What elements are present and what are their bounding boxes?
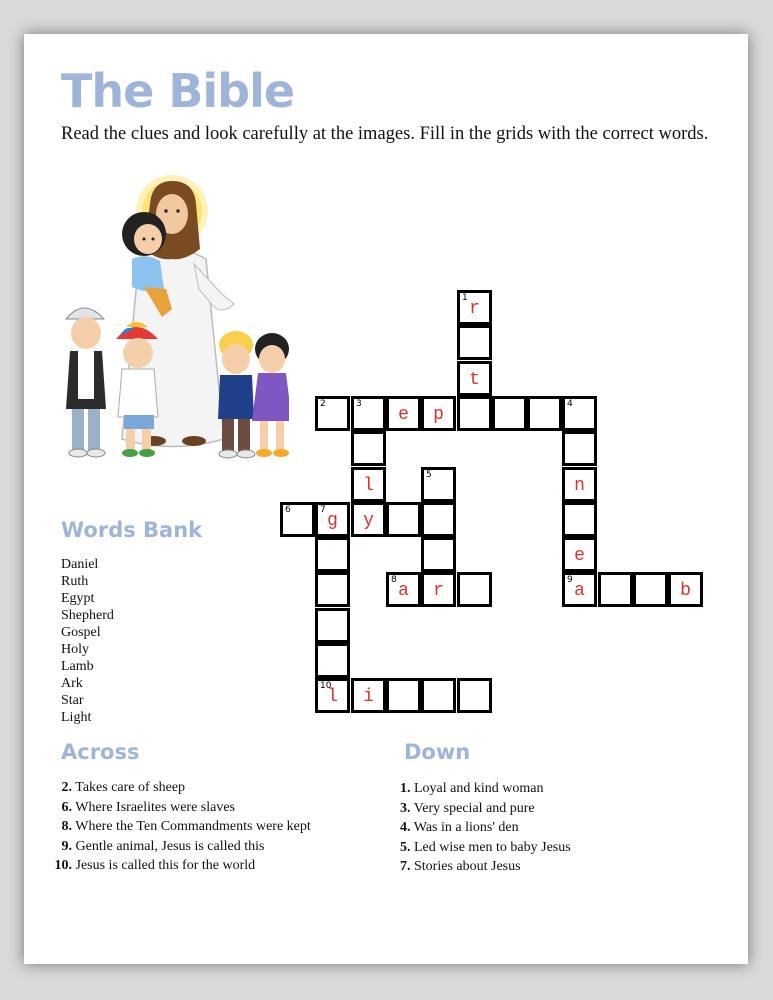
clue-text: Stories about Jesus <box>414 859 521 874</box>
crossword-cell[interactable] <box>457 325 492 360</box>
cell-letter: l <box>327 687 338 707</box>
cell-letter: a <box>398 581 409 601</box>
worksheet-page <box>24 34 748 964</box>
crossword-cell[interactable] <box>386 572 421 607</box>
cell-letter: r <box>433 581 444 601</box>
crossword-cell[interactable] <box>280 502 315 537</box>
crossword-cell[interactable] <box>562 572 597 607</box>
down-title: Down <box>404 740 471 764</box>
clue-number: 4. <box>400 820 411 835</box>
clue-number: 9. <box>61 838 72 854</box>
word-bank-item: Gospel <box>61 625 101 640</box>
crossword-cell[interactable] <box>421 572 456 607</box>
instructions: Read the clues and look carefully at the images. Fill in the grids with the correct words. <box>61 124 709 144</box>
cell-number: 1 <box>462 293 468 303</box>
word-bank-item: Star <box>61 693 84 708</box>
clue-text: Loyal and kind woman <box>414 781 544 796</box>
crossword-cell[interactable] <box>315 643 350 678</box>
cell-letter: t <box>469 370 480 390</box>
cell-number: 8 <box>391 575 397 585</box>
clue-text: Was in a lions' den <box>413 820 519 835</box>
across-clue <box>52 837 311 857</box>
down-clue <box>400 838 571 858</box>
clue-text: Led wise men to baby Jesus <box>414 839 571 855</box>
crossword-cell[interactable] <box>421 502 456 537</box>
cell-number: 4 <box>567 399 573 409</box>
down-clue <box>400 779 571 799</box>
crossword-cell[interactable] <box>351 502 386 537</box>
cell-letter: r <box>469 299 480 319</box>
clue-number: 6. <box>61 799 72 815</box>
clue-text: Gentle animal, Jesus is called this <box>75 838 265 854</box>
cell-number: 5 <box>426 470 432 480</box>
crossword-cell[interactable] <box>598 572 633 607</box>
crossword-cell[interactable] <box>386 502 421 537</box>
crossword-cell[interactable] <box>315 502 350 537</box>
crossword-cell[interactable] <box>351 396 386 431</box>
across-title: Across <box>61 740 140 764</box>
clue-number: 10. <box>54 858 72 873</box>
clue-number: 1. <box>400 781 411 796</box>
crossword-cell[interactable] <box>457 396 492 431</box>
word-bank-item: Ruth <box>61 574 89 589</box>
crossword-cell[interactable] <box>562 431 597 466</box>
crossword-cell[interactable] <box>633 572 668 607</box>
crossword-cell[interactable] <box>386 396 421 431</box>
cell-letter: n <box>574 476 585 496</box>
jesus-with-children-illustration <box>54 169 289 459</box>
words-bank-list <box>61 556 114 726</box>
crossword-cell[interactable] <box>668 572 703 607</box>
cell-number: 10 <box>320 681 332 691</box>
cell-number: 7 <box>320 505 326 515</box>
cell-number: 6 <box>285 505 291 515</box>
word-bank-item: Lamb <box>61 659 94 674</box>
crossword-cell[interactable] <box>492 396 527 431</box>
cell-letter: b <box>680 581 691 601</box>
crossword-cell[interactable] <box>457 290 492 325</box>
crossword-cell[interactable] <box>457 361 492 396</box>
across-clue-list <box>52 778 311 876</box>
word-bank-item: Egypt <box>61 591 95 606</box>
crossword-cell[interactable] <box>315 537 350 572</box>
cell-number: 9 <box>567 575 573 585</box>
crossword-cell[interactable] <box>421 678 456 713</box>
clue-text: Very special and pure <box>413 800 535 816</box>
cell-number: 3 <box>356 399 362 409</box>
crossword-cell[interactable] <box>421 396 456 431</box>
down-clue <box>400 799 571 819</box>
crossword-cell[interactable] <box>421 467 456 502</box>
crossword-cell[interactable] <box>562 467 597 502</box>
across-clue <box>52 798 311 818</box>
crossword-cell[interactable] <box>562 537 597 572</box>
cell-letter: p <box>433 405 444 425</box>
cell-letter: e <box>574 546 585 566</box>
crossword-cell[interactable] <box>351 431 386 466</box>
crossword-cell[interactable] <box>386 678 421 713</box>
clue-number: 7. <box>400 859 411 874</box>
across-clue <box>52 778 311 798</box>
crossword-cell[interactable] <box>315 396 350 431</box>
cell-number: 2 <box>320 399 326 409</box>
clue-text: Takes care of sheep <box>75 780 186 795</box>
cell-letter: a <box>574 581 585 601</box>
across-clue <box>52 856 311 876</box>
cell-letter: e <box>398 405 409 425</box>
across-clue <box>52 817 311 837</box>
crossword-cell[interactable] <box>421 537 456 572</box>
clue-text: Where Israelites were slaves <box>75 799 235 815</box>
crossword-cell[interactable] <box>315 608 350 643</box>
crossword-cell[interactable] <box>351 467 386 502</box>
clue-number: 5. <box>400 839 411 855</box>
crossword-cell[interactable] <box>527 396 562 431</box>
cell-letter: y <box>363 511 374 531</box>
crossword-cell[interactable] <box>315 678 350 713</box>
clue-number: 8. <box>61 819 72 834</box>
words-bank-title: Words Bank <box>61 518 203 542</box>
word-bank-item: Shepherd <box>61 608 114 623</box>
word-bank-item: Light <box>61 710 92 725</box>
crossword-cell[interactable] <box>315 572 350 607</box>
clue-text: Where the Ten Commandments were kept <box>75 819 311 834</box>
clue-text: Jesus is called this for the world <box>75 858 256 873</box>
crossword-cell[interactable] <box>351 678 386 713</box>
word-bank-item: Daniel <box>61 557 99 572</box>
down-clue <box>400 857 571 877</box>
down-clue <box>400 818 571 838</box>
crossword-cell[interactable] <box>457 678 492 713</box>
cell-letter: g <box>327 511 338 531</box>
word-bank-item: Holy <box>61 642 89 657</box>
crossword-cell[interactable] <box>562 502 597 537</box>
cell-letter: i <box>363 687 374 707</box>
crossword-cell[interactable] <box>457 572 492 607</box>
cell-letter: l <box>363 476 374 496</box>
clue-number: 2. <box>61 780 72 795</box>
down-clue-list <box>400 779 571 877</box>
clue-number: 3. <box>400 800 411 816</box>
page-title: The Bible <box>61 64 295 118</box>
crossword-cell[interactable] <box>562 396 597 431</box>
word-bank-item: Ark <box>61 676 83 691</box>
